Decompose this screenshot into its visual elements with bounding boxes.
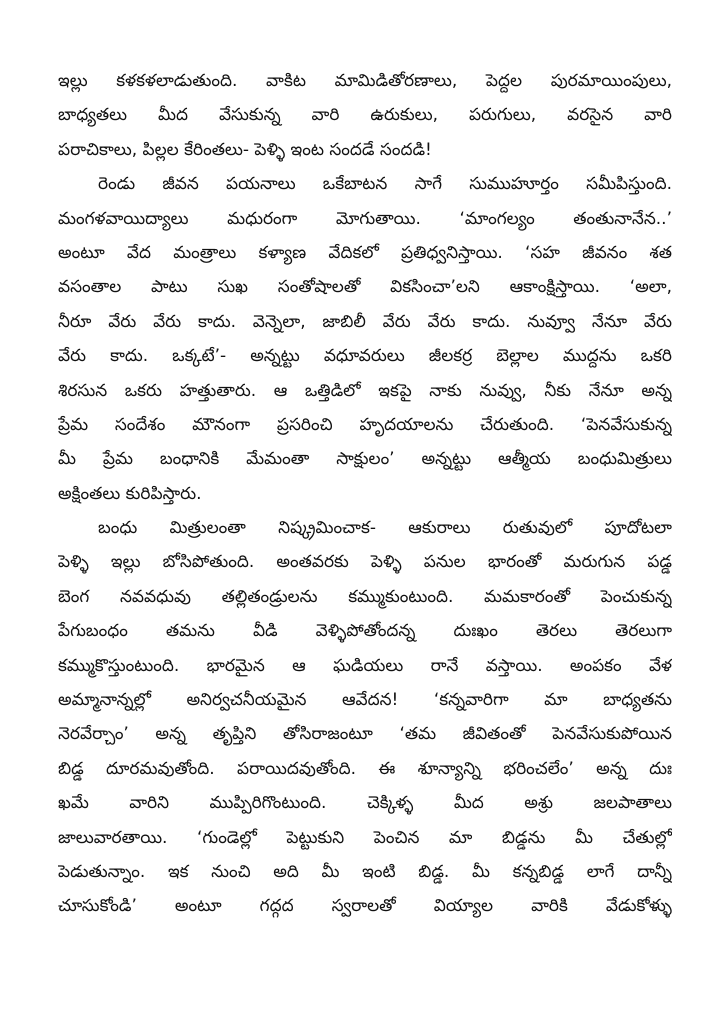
text-line: చూసుకోండి’ అంటూ గద్గద స్వరాలతో వియ్యాల వారికి వేడుకోళ్ళు — [58, 896, 672, 917]
text-line: పెళ్ళి ఇల్లు బోసిపోతుంది. అంతవరకు పెళ్ళి పనుల భారంతో మరుగున పడ్డ — [58, 552, 672, 573]
text-line: ఇల్లు కళకళలాడుతుంది. వాకిట మామిడితోరణాలు, పెద్దల పురమాయింపులు, — [58, 71, 672, 91]
text-line: పేగుబంధం తమను వీడి వెళ్ళిపోతోందన్న దుఃఖం తెరలు తెరలుగా — [58, 621, 672, 642]
text-line: బాధ్యతలు మీద వేసుకున్న వారి ఉరుకులు, పరుగులు, వరసైన వారి — [58, 105, 672, 126]
text-line: పెడుతున్నాం. ఇక నుంచి అది మీ ఇంటి బిడ్డ. మీ కన్నబిడ్డ లాగే దాన్నీ — [58, 861, 672, 882]
text-line: ఖమే వారిని ముప్పిరిగొంటుంది. చెక్కిళ్ళ మీద అశ్రు జలపాతాలు — [58, 793, 672, 814]
text-line: అంటూ వేద మంత్రాలు కళ్యాణ వేదికలో ప్రతిధ్వనిస్తాయి. ‘సహ జీవనం శత — [58, 242, 672, 263]
text-line: ప్రేమ సందేశం మౌనంగా ప్రసరించి హృదయాలను చేరుతుంది. ‘పెనవేసుకున్న — [58, 414, 672, 435]
text-line: బెంగ నవవధువు తల్లితండ్రులను కమ్ముకుంటుంది. మమకారంతో పెంచుకున్న — [58, 586, 672, 607]
text-line: జాలువారతాయి. ‘గుండెల్లో పెట్టుకుని పెంచిన మా బిడ్డను మీ చేతుల్లో — [58, 827, 672, 848]
paragraph-first-line: బంధు మిత్రులంతా నిష్క్రమించాక- ఆకురాలు రుతువులో పూదోటలా — [98, 518, 672, 539]
body-text — [58, 64, 672, 924]
text-line: మీ ప్రేమ బంధానికి మేమంతా సాక్షులం’ అన్నట్టు ఆత్మీయ బంధుమిత్రులు — [58, 449, 672, 470]
text-line: శిరసున ఒకరు హత్తుతారు. ఆ ఒత్తిడిలో ఇకపై నాకు నువ్వు, నీకు నేనూ అన్న — [58, 380, 672, 401]
text-line: మంగళవాయిద్యాలు మధురంగా మోగుతాయి. ‘మాంగల్యం తంతునానేన..’ — [58, 208, 672, 229]
paragraph-first-line: రెండు జీవన పయనాలు ఒకేబాటన సాగే సుముహూర్తం సమీపిస్తుంది. — [98, 174, 672, 195]
text-line: అక్షింతలు కురిపిస్తారు. — [58, 483, 202, 504]
text-line: బిడ్డ దూరమవుతోంది. పరాయిదవుతోంది. ఈ శూన్యాన్ని భరించలేం’ అన్న దుః — [58, 758, 672, 779]
text-line: పరాచికాలు, పిల్లల కేరింతలు- పెళ్ళి ఇంట సందడే సందడి! — [58, 139, 432, 160]
text-line: వసంతాల పాటు సుఖ సంతోషాలతో వికసించా’లని ఆకాంక్షిస్తాయి. ‘అలా, — [58, 277, 672, 298]
text-line: నెరవేర్చాం’ అన్న తృప్తిని తోసిరాజంటూ ‘తమ జీవితంతో పెనవేసుకుపోయిన — [58, 724, 672, 745]
text-line: నీరూ వేరు వేరు కాదు. వెన్నెలా, జాబిలీ వేరు వేరు కాదు. నువ్వూ నేనూ వేరు — [58, 311, 672, 332]
text-line: అమ్మానాన్నల్లో అనిర్వచనీయమైన ఆవేదన! ‘కన్నవారిగా మా బాధ్యతను — [58, 690, 672, 711]
text-line: వేరు కాదు. ఒక్కటే’- అన్నట్టు వధూవరులు జీలకర్ర బెల్లాల ముద్దను ఒకరి — [58, 346, 672, 367]
text-line: కమ్ముకొస్తుంటుంది. భారమైన ఆ ఘడియలు రానే వస్తాయి. అంపకం వేళ — [58, 655, 672, 676]
